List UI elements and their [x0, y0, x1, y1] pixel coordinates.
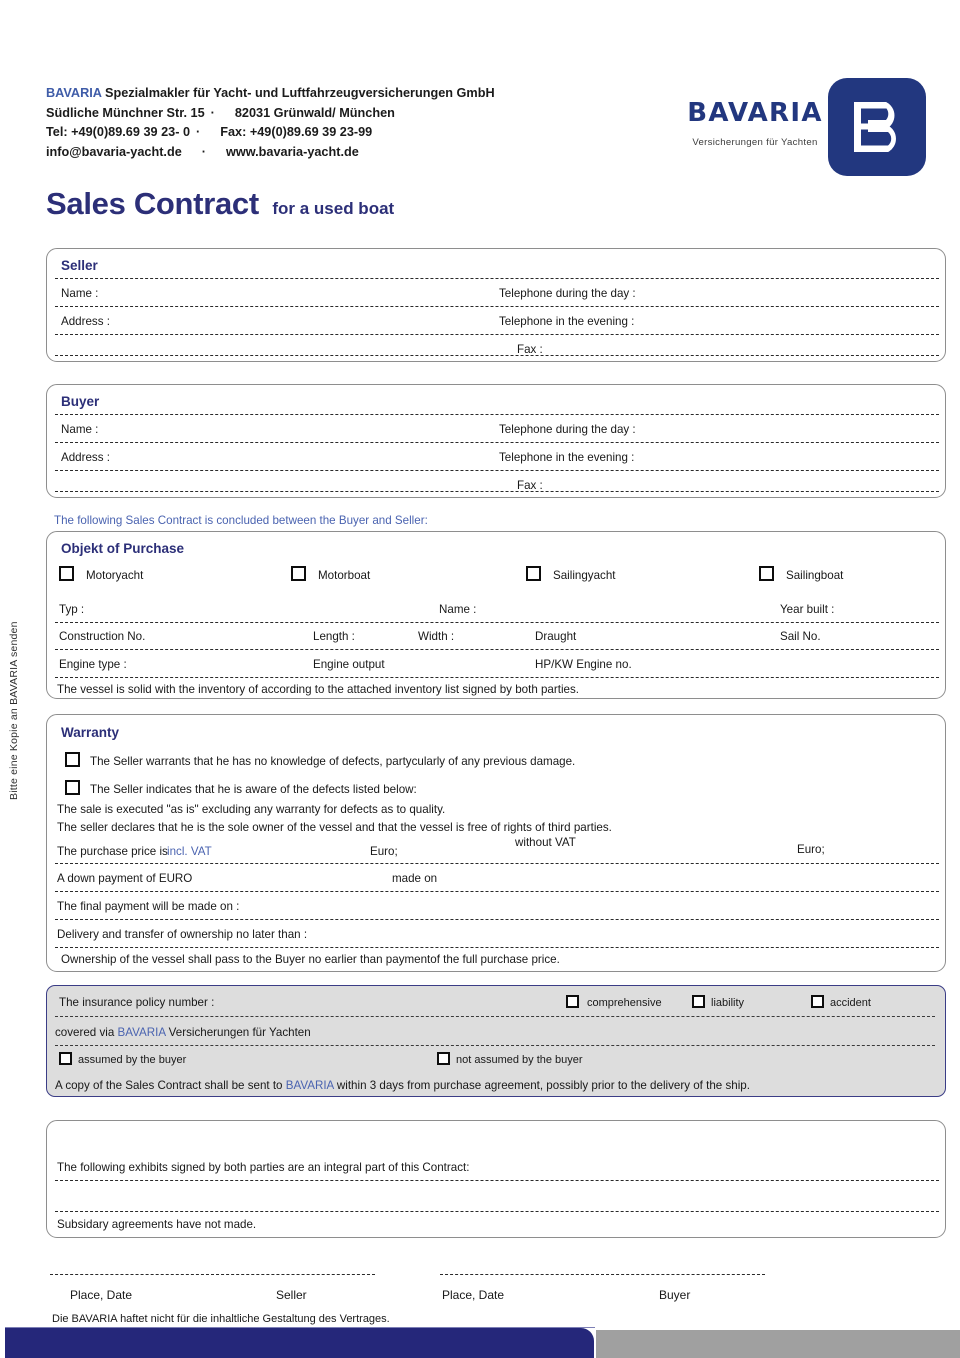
seller-heading: Seller — [61, 258, 98, 273]
company-email[interactable]: info@bavaria-yacht.de — [46, 144, 182, 159]
covered-via-brand: BAVARIA — [117, 1026, 166, 1039]
year-built-label: Year built : — [780, 603, 835, 616]
engine-output-label: Engine output — [313, 658, 385, 671]
checkbox-sailingboat[interactable] — [759, 566, 774, 581]
final-payment-label: The final payment will be made on : — [57, 900, 240, 913]
copy-note-part-a: A copy of the Sales Contract shall be sent to — [55, 1079, 283, 1092]
insurance-section — [46, 985, 946, 1097]
object-footer-note: The vessel is solid with the inventory of according to the attached inventory list signed by both parties. — [57, 683, 580, 696]
divider — [55, 491, 939, 492]
label-assumed-by-buyer: assumed by the buyer — [78, 1054, 187, 1066]
divider — [55, 334, 939, 335]
ownership-passes-note: Ownership of the vessel shall pass to the Buyer no earlier than paymentof the full purchase price. — [61, 953, 560, 966]
checkbox-accident[interactable] — [811, 995, 824, 1008]
made-on-label: made on — [392, 872, 438, 885]
checkbox-liability[interactable] — [692, 995, 705, 1008]
signature-role-seller: Seller — [276, 1288, 307, 1302]
buyer-section — [46, 384, 946, 498]
divider — [55, 1180, 939, 1181]
warranty-heading: Warranty — [61, 725, 120, 740]
divider — [55, 470, 939, 471]
delivery-transfer-label: Delivery and transfer of ownership no later than : — [57, 928, 308, 941]
signature-line-buyer — [440, 1274, 765, 1275]
bavaria-logo — [654, 78, 926, 180]
label-not-assumed-by-buyer: not assumed by the buyer — [456, 1054, 583, 1066]
company-street: Südliche Münchner Str. 15 — [46, 105, 205, 120]
draught-label: Draught — [535, 630, 577, 643]
checkbox-motorboat[interactable] — [291, 566, 306, 581]
divider — [55, 1211, 939, 1212]
divider — [55, 414, 939, 415]
checkbox-aware-of-defects[interactable] — [65, 780, 80, 795]
label-motoryacht: Motoryacht — [86, 569, 144, 582]
seller-name-label: Name : — [61, 287, 99, 300]
purchase-price-without-vat: without VAT — [515, 836, 576, 849]
typ-label: Typ : — [59, 603, 85, 616]
logo-b-mark-icon — [828, 78, 926, 176]
divider — [55, 306, 939, 307]
footer-bar-gray — [596, 1330, 960, 1358]
divider — [55, 1045, 935, 1046]
signature-line-seller — [50, 1274, 375, 1275]
divider — [55, 919, 939, 920]
page-title-sub: for a used boat — [272, 199, 395, 218]
divider — [55, 355, 939, 356]
company-line1-rest: Spezialmakler für Yacht- und Luftfahrzeugversicherungen GmbH — [104, 86, 495, 100]
place-date-label-seller: Place, Date — [70, 1288, 133, 1302]
object-of-purchase-section — [46, 531, 946, 699]
footer-bar-navy — [5, 1328, 594, 1358]
divider — [55, 649, 939, 650]
company-brand: BAVARIA — [46, 86, 102, 100]
euro-field-1: Euro; — [370, 845, 398, 858]
engine-type-label: Engine type : — [59, 658, 127, 671]
document-header — [46, 84, 926, 168]
hpkw-engine-no-label: HP/KW Engine no. — [535, 658, 632, 671]
subsidiary-agreements-line: Subsidary agreements have not made. — [57, 1218, 257, 1231]
label-comprehensive: comprehensive — [587, 997, 662, 1009]
construction-no-label: Construction No. — [59, 630, 146, 643]
divider — [55, 677, 939, 678]
buyer-fax-label: Fax : — [517, 479, 543, 492]
copy-note-brand: BAVARIA — [285, 1079, 334, 1092]
footer-disclaimer: Die BAVARIA haftet nicht für die inhaltliche Gestaltung des Vertrages. — [52, 1313, 390, 1325]
intro-line: The following Sales Contract is concluded between the Buyer and Seller: — [54, 514, 428, 527]
purchase-price-prefix: The purchase price is — [57, 845, 168, 858]
label-accident: accident — [830, 997, 871, 1009]
buyer-heading: Buyer — [61, 394, 100, 409]
covered-via-line — [55, 1026, 311, 1039]
divider — [55, 863, 939, 864]
sep-dot-3: · — [201, 144, 206, 159]
copy-note-part-b: within 3 days from purchase agreement, possibly prior to the delivery of the ship. — [336, 1079, 750, 1092]
down-payment-label: A down payment of EURO — [57, 872, 193, 885]
place-date-label-buyer: Place, Date — [442, 1288, 505, 1302]
page-title — [46, 186, 394, 222]
divider — [55, 278, 939, 279]
label-sailingboat: Sailingboat — [786, 569, 844, 582]
company-fax: Fax: +49(0)89.69 39 23-99 — [220, 125, 373, 139]
label-liability: liability — [711, 997, 745, 1009]
insurance-policy-number-label: The insurance policy number : — [59, 996, 215, 1009]
checkbox-sailingyacht[interactable] — [526, 566, 541, 581]
sep-dot-1: · — [210, 105, 215, 120]
divider — [55, 1016, 935, 1017]
purchase-price-incl-vat: incl. VAT — [167, 845, 212, 858]
object-name-label: Name : — [439, 603, 477, 616]
page-title-main: Sales Contract — [46, 186, 259, 221]
buyer-name-label: Name : — [61, 423, 99, 436]
checkbox-comprehensive[interactable] — [566, 995, 579, 1008]
covered-via-suffix: Versicherungen für Yachten — [168, 1026, 311, 1039]
divider — [55, 622, 939, 623]
seller-address-label: Address : — [61, 315, 110, 328]
euro-field-2: Euro; — [797, 843, 825, 856]
seller-phone-day-label: Telephone during the day : — [499, 287, 636, 300]
seller-section — [46, 248, 946, 362]
divider — [55, 891, 939, 892]
covered-via-prefix: covered via — [55, 1026, 115, 1039]
exhibits-line: The following exhibits signed by both parties are an integral part of this Contract: — [57, 1161, 470, 1174]
company-address-block — [46, 84, 495, 162]
company-website[interactable]: www.bavaria-yacht.de — [226, 144, 359, 159]
object-heading: Objekt of Purchase — [61, 541, 185, 556]
warranty-check1-label: The Seller warrants that he has no knowledge of defects, partycularly of any previous damage. — [90, 755, 576, 768]
seller-fax-label: Fax : — [517, 343, 543, 356]
divider — [55, 947, 939, 948]
buyer-address-label: Address : — [61, 451, 110, 464]
signature-role-buyer: Buyer — [659, 1288, 691, 1302]
sep-dot-2: · — [196, 125, 201, 139]
sail-no-label: Sail No. — [780, 630, 821, 643]
company-tel: Tel: +49(0)89.69 39 23- 0 — [46, 125, 190, 139]
checkbox-no-knowledge-of-defects[interactable] — [65, 752, 80, 767]
divider — [55, 442, 939, 443]
warranty-as-is-line: The sale is executed "as is" excluding any warranty for defects as to quality. — [57, 803, 446, 816]
label-sailingyacht: Sailingyacht — [553, 569, 616, 582]
width-label: Width : — [418, 630, 455, 643]
checkbox-assumed-by-buyer[interactable] — [59, 1052, 72, 1065]
logo-tagline: Versicherungen für Yachten — [692, 137, 818, 148]
warranty-check2-label: The Seller indicates that he is aware of the defects listed below: — [90, 783, 417, 796]
side-note-vertical: Bitte eine Kopie an BAVARIA senden — [8, 621, 20, 800]
length-label: Length : — [313, 630, 355, 643]
warranty-section — [46, 714, 946, 972]
warranty-sole-owner-line: The seller declares that he is the sole owner of the vessel and that the vessel is free of rights of third parties. — [57, 821, 612, 834]
checkbox-not-assumed-by-buyer[interactable] — [437, 1052, 450, 1065]
buyer-phone-day-label: Telephone during the day : — [499, 423, 636, 436]
company-city: 82031 Grünwald/ München — [234, 105, 395, 120]
label-motorboat: Motorboat — [318, 569, 371, 582]
exhibits-section — [46, 1120, 946, 1238]
buyer-phone-evening-label: Telephone in the evening : — [499, 451, 635, 464]
seller-phone-evening-label: Telephone in the evening : — [499, 315, 635, 328]
logo-wordmark: BAVARIA — [687, 98, 823, 128]
checkbox-motoryacht[interactable] — [59, 566, 74, 581]
logo-text-block — [670, 98, 840, 148]
copy-note — [55, 1079, 750, 1092]
